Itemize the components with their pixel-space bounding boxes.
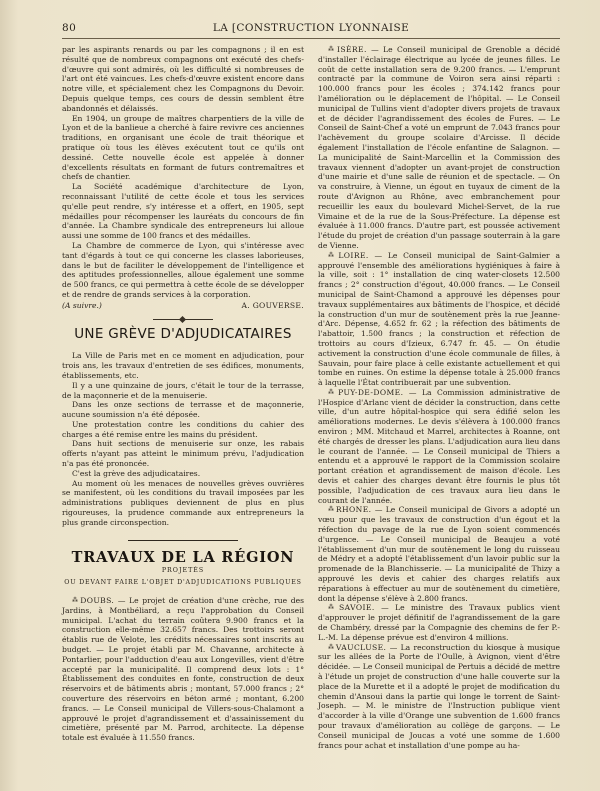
region-name: SAVOIE. [339,603,375,613]
region-text: — Le Conseil municipal de Saint-Galmier a approuvé l'ensemble des améliorations hygiéniques à faire à la ville, soit : 1° installation de cinq water-closets 12.500 francs ; 2° construction d'égout, 40.000 francs. — Le Conseil municipal de Saint-Chamond a approuvé les dépenses pour travaux supplémentaires aux bâtiments de l'hospice, et décidé la construction d'un mur de soutènement près la rue Jeanne-d'Arc. Dépense, 4.652 fr. 62 ; la réfection des bâtiments de l'abattoir, 1.500 francs ; la construction et réfection de trottoirs au cours d'Izieux, 6.747 fr. 45. — On étudie activement la construction d'une école communale de filles, à Sauvain, pour faire place à celle existante actuellement et qui tombe en ruines. On estime la dépense totale à 25.000 francs à laquelle l'État contribuerait par une subvention. [318,250,560,388]
region-entry [62,596,304,743]
paragraph: La Société académique d'architecture de Lyon, reconnaissant l'utilité de cette école et tous les services qu'elle peut rendre, s'y intéresse et a offert, en 1905, sept médailles pour récompenser les lauréats du concours de fin d'année. La Chambre syndicale des entrepreneurs lui alloue aussi une somme de 100 francs et des médailles. [62,182,304,241]
author-name: A. GOUVERSE. [241,300,304,310]
section-divider [128,540,238,541]
asterism-icon: ⁂ [328,46,335,53]
region-entry [318,603,560,642]
section-divider [153,319,213,320]
region-name: DOUBS. [80,596,115,606]
article-heading: UNE GRÈVE D'ADJUDICATAIRES [74,325,292,342]
journal-title: LA [CONSTRUCTION LYONNAISE [212,22,410,34]
paragraph: Dans huit sections de menuiserie sur onze, les rabais offerts n'ayant pas atteint le minimum prévu, l'adjudication n'a pas été prononcée. [62,439,304,469]
region-entry [318,643,560,751]
asterism-icon: ⁂ [328,251,337,259]
asterism-icon: ⁂ [328,604,338,612]
paragraph: Une protestation contre les conditions du cahier des charges a été remise entre les mains du président. [62,419,304,439]
article-signature [62,301,304,311]
region-entry [318,505,560,603]
region-entry [318,45,560,251]
asterism-icon: ⁂ [72,597,79,605]
region-text: — La Commission administrative de l'Hospice d'Arlanc vient de décider la construction, dans cette ville, d'un autre hôpital-hospice qui sera édifié selon les améliorations modernes. Le devis s'élèvera à 100.000 francs environ ; MM. Mitchaud et Marrel, architectes à Roanne, ont été chargés de dresser les plans. L'adjudication aura lieu dans le courant de l'année. — Le Conseil municipal de Thiers a entendu et a approuvé le rapport de la Commission scolaire portant création et agrandissement de maison d'école. Les devis et cahier des charges devant être fournis le plus tôt possible, l'adjudication de ces travaux aura lieu dans le courant de l'année. [318,387,561,505]
paragraph: Au moment où les menaces de nouvelles grèves ouvrières se manifestent, où les conditions du travail imposées par les administrations publiques deviennent de plus en plus rigoureuses, la prudence commande aux entrepreneurs la plus grande circonspection. [62,478,304,527]
section-subheading: PROJETÉS [161,567,205,575]
left-column [62,45,304,743]
asterism-icon: ⁂ [328,506,334,514]
paragraph: Il y a une quinzaine de jours, c'était le tour de la terrasse, de la maçonnerie et de la menuiserie. [62,380,304,400]
region-text: — Le ministre des Travaux publics vient d'approuver le projet définitif de l'agrandissement de la gare de Chambéry, dressé par la Compagnie des chemins de fer P.-L.-M. La dépense prévue est d'environ 4 millions. [318,603,560,642]
paragraph: En 1904, un groupe de maîtres charpentiers de la ville de Lyon et de la banlieue a cherché à faire revivre ces anciennes traditions, en organisant une école de trait théorique et pratique où tous les élèves exécutent tout ce qu'ils ont dessiné. Cette nouvelle école est appelée à donner d'excellents résultats en formant de futurs contremaîtres et chefs de chantier. [62,113,304,182]
header-rule [62,38,560,39]
to-be-continued: (A suivre.) [62,300,102,310]
asterism-icon: ⁂ [328,388,337,396]
asterism-icon: ⁂ [328,643,334,651]
paragraph: La Ville de Paris met en ce moment en adjudication, pour trois ans, les travaux d'entretien de ses édifices, monuments, établissements, etc. [62,351,304,380]
region-text: — Le Conseil municipal de Givors a adopté un vœu pour que les travaux de construction d'un égout et la réfection du pavage de la rue de Lyon soient commencés d'urgence. — Le Conseil municipal de Beaujeu a voté l'établissement d'un mur de soutènement le long du ruisseau de Médry et a adopté l'établissement d'un lavoir public sur la promenade de la Blanchisserie. — La municipalité de Thizy a approuvé les devis et cahier des charges relatifs aux réparations à effectuer au mur de soutènement du cimetière, dont la dépense s'élève à 2.800 francs. [318,505,560,603]
page-number: 80 [62,22,77,34]
region-text: — Le projet de création d'une crèche, rue des Jardins, à Montbéliard, a reçu l'approbation du Conseil municipal. L'achat du terrain coûtera 9.900 francs et la construction elle-même 32.657 francs. Des trottoirs seront établis rue de Velote, les crédits nécessaires sont inscrits au budget. — Le projet établi par M. Chavanne, architecte à Pontarlier, pour l'adduction d'eau aux Longevilles, vient d'être accepté par la municipalité. Il comprend deux lots : 1° Établissement des conduites en fonte, construction de deux réservoirs et de bâtiments abris ; montant, 57.000 francs ; 2° couverture des réservoirs en béton armé ; montant, 6.200 francs. — Le Conseil municipal de Villers-sous-Chalamont a approuvé le projet d'agrandissement et d'assainissement du cimetière, présenté par M. Parrod, architecte. La dépense totale est évaluée à 11.550 francs. [62,596,304,743]
region-entry [318,388,560,506]
region-name: ISÈRE. [336,45,367,54]
region-name: PUY-DE-DOME. [338,387,404,397]
region-entry [318,251,560,388]
section-heading: TRAVAUX DE LA RÉGION [71,548,295,566]
paragraph: Dans les onze sections de terrasse et de maçonnerie, aucune soumission n'a été déposée. [62,400,304,420]
right-column [318,45,560,750]
paragraph: La Chambre de commerce de Lyon, qui s'intéresse avec tant d'égards à tout ce qui concerne les classes laborieuses, dans le but de faciliter le développement de l'intelligence et des aptitudes professionnelles, alloue également une somme de 500 francs, ce qui permettra à cette école de se développer et de rendre de grands services à la corporation. [62,240,304,299]
region-text: — La reconstruction du kiosque à musique sur les allées de la Porte de l'Oulle, à Avignon, vient d'être décidée. — Le Conseil municipal de Pertuis a décidé de mettre à l'étude un projet de construction d'une halle couverte sur la place de la Murette et il a adopté le projet de modification du chemin d'Ansoui dans la partie qui longe le torrent de Saint-Joseph. — M. le ministre de l'Instruction publique vient d'accorder à la ville d'Orange une subvention de 1.600 francs pour travaux d'amélioration au collège de garçons. — Le Conseil municipal de Joucas a voté une somme de 1.600 francs pour achat et installation d'une pompe au ha- [318,642,560,750]
paragraph: par les aspirants renards ou par les compagnons ; il en est résulté que de nombreux compagnons ont exécuté des chefs-d'œuvre qui sont admirés, où les difficulté si nombreuses de l'art ont été vaincues. Les chefs-d'œuvre existent encore dans notre ville, et spécialement chez les Compagnons du Devoir. Depuis quelque temps, ces cours de dessin semblent être abandonnés et délaissés. [62,45,304,113]
region-name: RHONE. [335,505,372,515]
region-name: LOIRE. [338,250,369,260]
region-text: — Le Conseil municipal de Grenoble a décidé d'installer l'éclairage électrique au lycée de jeunes filles. Le coût de cette installation sera de 9.200 francs. — L'emprunt contracté par la commune de Voiron sera ainsi réparti : 100.000 francs pour les écoles ; 374.142 francs pour l'amélioration ou le déplacement de l'hôpital. — Le Conseil municipal de Tullins vient d'adopter divers projets de travaux et de décider l'agrandissement des écoles de Fures. — Le Conseil de Saint-Chef a voté un emprunt de 7.043 francs pour l'achèvement du groupe scolaire d'Arcisse. Il décide également l'installation de l'école enfantine de Salagnon. — La municipalité de Saint-Marcellin et la Commission des travaux viennent d'adopter un avant-projet de construction d'une mairie et d'une salle de réunion et de spectacle. — On va construire, à Vienne, un égout en tuyaux de ciment de la route d'Avignon au Rhône, avec embranchement pour recueillir les eaux du boulevard Michel-Servet, de la rue Vimaine et de la rue de la Sous-Préfecture. La dépense est évaluée à 11.000 francs. D'autre part, est poussée activement l'étude du projet de création d'un passage souterrain à la gare de Vienne. [318,45,560,250]
section-subheading: OU DEVANT FAIRE L'OBJET D'ADJUDICATIONS PUBLIQUES [64,579,302,587]
page-header [62,18,560,38]
region-name: VAUCLUSE. [335,642,387,652]
paragraph: C'est la grève des adjudicataires. [72,468,201,478]
